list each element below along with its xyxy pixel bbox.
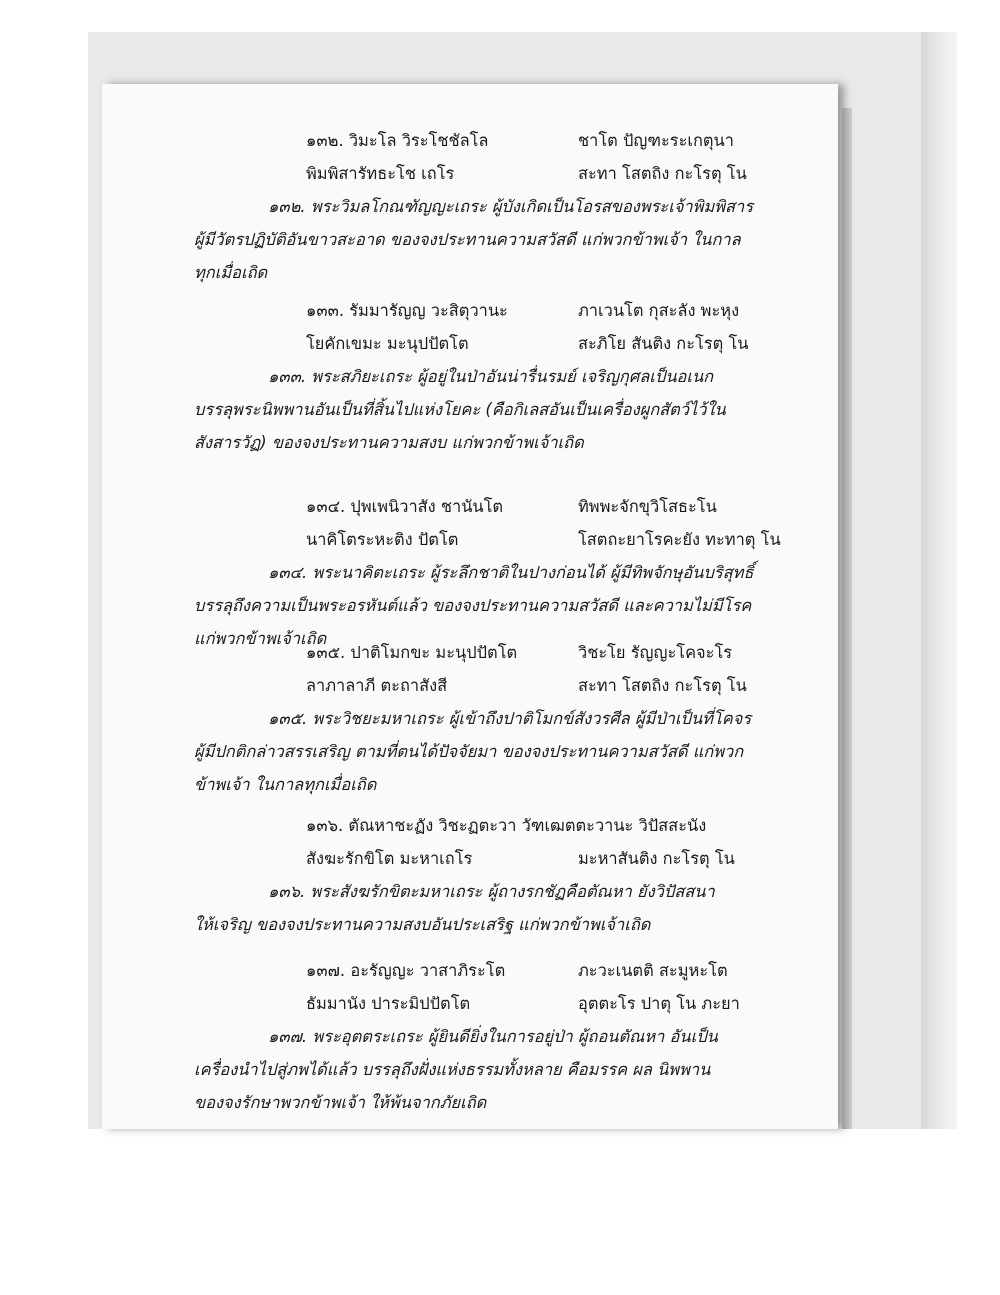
pali-verse-left: นาคิโตระหะติง ปัตโต [306,530,459,549]
translation-line: เครื่องนำไปสู่ภพได้แล้ว บรรลุถึงฝั่งแห่งธรรมทั้งหลาย คือมรรค ผล นิพพาน [194,1060,711,1079]
translation-line: บรรลุถึงความเป็นพระอรหันต์แล้ว ของจงประทานความสวัสดี และความไม่มีโรค [194,596,752,615]
pali-verse-right: โสตถะยาโรคะยัง ทะทาตุ โน [578,530,781,549]
translation-line: ๑๓๔. พระนาคิตะเถระ ผู้ระลึกชาติในปางก่อนได้ ผู้มีทิพจักษุอันบริสุทธิ์ [268,563,754,582]
pali-verse-left: ๑๓๓. รัมมารัญญ วะสิตุวานะ [306,301,508,320]
pali-verse-right: ทิพพะจักขุวิโสธะโน [578,497,717,516]
translation-line: ของจงรักษาพวกข้าพเจ้า ให้พ้นจากภัยเถิด [194,1093,487,1112]
translation-line: บรรลุพระนิพพานอันเป็นที่สิ้นไปแห่งโยคะ (คือกิเลสอันเป็นเครื่องผูกสัตว์ไว้ใน [194,400,726,419]
translation-line: ทุกเมื่อเถิด [194,263,268,282]
pali-verse-left: พิมพิสารัทธะโช เถโร [306,164,455,183]
pali-verse-right: มะหาสันติง กะโรตุ โน [578,849,735,868]
pali-verse-left: ๑๓๔. ปุพเพนิวาสัง ชานันโต [306,497,504,516]
translation-line: ให้เจริญ ของจงประทานความสงบอันประเสริฐ แก่พวกข้าพเจ้าเถิด [194,915,651,934]
translation-line: แก่พวกข้าพเจ้าเถิด [194,629,327,648]
translation-line: ผู้มีปกติกล่าวสรรเสริญ ตามที่ตนได้ปัจจัยมา ของจงประทานความสวัสดี แก่พวก [194,742,744,761]
pali-verse-right: ภะวะเนตติ สะมูหะโต [578,961,728,980]
pali-verse-left: สังฆะรักขิโต มะหาเถโร [306,849,473,868]
translation-line: ๑๓๒. พระวิมลโกณฑัญญะเถระ ผู้บังเกิดเป็นโอรสของพระเจ้าพิมพิสาร [268,197,754,216]
translation-line: ๑๓๕. พระวิชยะมหาเถระ ผู้เข้าถึงปาติโมกข์สังวรศีล ผู้มีป่าเป็นที่โคจร [268,709,752,728]
pali-verse-left: ๑๓๒. วิมะโล วิระโชชัลโล [306,131,489,150]
translation-line: ข้าพเจ้า ในกาลทุกเมื่อเถิด [194,775,377,794]
pali-verse-left: ๑๓๗. อะรัญญะ วาสาภิระโต [306,961,506,980]
translation-line: ๑๓๖. พระสังฆรักขิตะมหาเถระ ผู้ถางรกชัฏคือตัณหา ยังวิปัสสนา [268,882,715,901]
translation-line: ๑๓๓. พระสภิยะเถระ ผู้อยู่ในป่าอันน่ารื่นรมย์ เจริญกุศลเป็นอเนก [268,367,714,386]
pali-verse-right: สะทา โสตถิง กะโรตุ โน [578,164,747,183]
translation-line: ผู้มีวัตรปฏิบัติอันขาวสะอาด ของจงประทานความสวัสดี แก่พวกข้าพเจ้า ในกาล [194,230,741,249]
pali-verse-left: โยคักเขมะ มะนุปปัตโต [306,334,469,353]
pali-verse-left: ธัมมานัง ปาระมิปปัตโต [306,994,471,1013]
pali-verse-left: ลาภาลาภี ตะถาสังสี [306,676,448,695]
pali-verse-left: ๑๓๖. ตัณหาชะฏัง วิชะฏตะวา วัฑเฒตตะวานะ วิปัสสะนัง [306,816,707,835]
translation-line: ๑๓๗. พระอุตตระเถระ ผู้ยินดียิ่งในการอยู่ป่า ผู้ถอนตัณหา อันเป็น [268,1027,718,1046]
pali-verse-right: ชาโต ปัญฑะระเกตุนา [578,131,734,150]
pali-verse-right: สะทา โสตถิง กะโรตุ โน [578,676,747,695]
translation-line: สังสารวัฏ) ของจงประทานความสงบ แก่พวกข้าพเจ้าเถิด [194,433,584,452]
pali-verse-right: ภาเวนโต กุสะลัง พะหุง [578,301,740,320]
pali-verse-left: ๑๓๕. ปาติโมกขะ มะนุปปัตโต [306,643,518,662]
pali-verse-right: สะภิโย สันติง กะโรตุ โน [578,334,749,353]
pali-verse-right: อุตตะโร ปาตุ โน ภะยา [578,994,740,1013]
pali-verse-right: วิชะโย รัญญะโคจะโร [578,643,733,662]
